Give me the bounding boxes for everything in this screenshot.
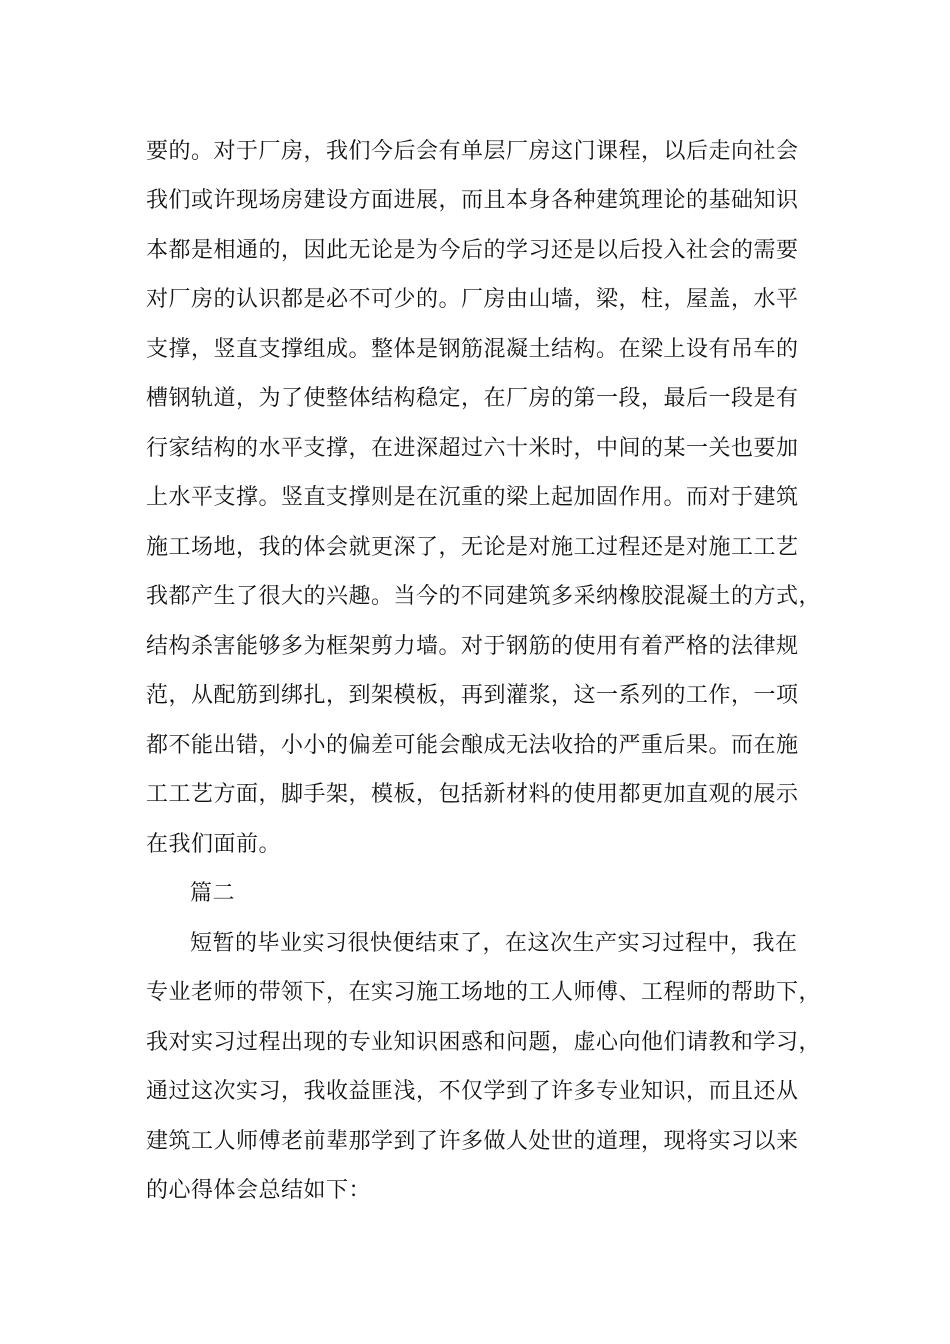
paragraph-line: 本都是相通的，因此无论是为今后的学习还是以后投入社会的需要 xyxy=(146,238,799,263)
paragraph-line: 结构杀害能够多为框架剪力墙。对于钢筋的使用有着严格的法律规 xyxy=(146,634,799,659)
paragraph-line: 在我们面前。 xyxy=(146,832,282,857)
paragraph-line: 短暂的毕业实习很快便结束了，在这次生产实习过程中，我在 xyxy=(190,931,798,956)
paragraph-line: 我对实习过程出现的专业知识困惑和问题，虚心向他们请教和学习， xyxy=(146,1030,822,1055)
paragraph-line: 行家结构的水平支撑，在进深超过六十米时，中间的某一关也要加 xyxy=(146,436,799,461)
paragraph-line: 对厂房的认识都是必不可少的。厂房由山墙，梁，柱，屋盖，水平 xyxy=(146,287,799,312)
paragraph-line: 我们或许现场房建设方面进展，而且本身各种建筑理论的基础知识 xyxy=(146,188,799,213)
paragraph-line: 范，从配筋到绑扎，到架模板，再到灌浆，这一系列的工作，一项 xyxy=(146,683,799,708)
paragraph-line: 槽钢轨道，为了使整体结构稳定，在厂房的第一段，最后一段是有 xyxy=(146,386,799,411)
paragraph-line: 通过这次实习，我收益匪浅，不仅学到了许多专业知识，而且还从 xyxy=(146,1079,799,1104)
paragraph-line: 我都产生了很大的兴趣。当今的不同建筑多采纳橡胶混凝土的方式， xyxy=(146,584,822,609)
paragraph-line: 的心得体会总结如下： xyxy=(146,1178,372,1203)
paragraph-line: 上水平支撑。竖直支撑则是在沉重的梁上起加固作用。而对于建筑 xyxy=(146,485,799,510)
paragraph-line: 要的。对于厂房，我们今后会有单层厂房这门课程，以后走向社会 xyxy=(146,139,799,164)
section-heading: 篇二 xyxy=(190,881,236,906)
paragraph-line: 工工艺方面，脚手架，模板，包括新材料的使用都更加直观的展示 xyxy=(146,782,799,807)
paragraph-line: 支撑，竖直支撑组成。整体是钢筋混凝土结构。在梁上设有吊车的 xyxy=(146,337,799,362)
paragraph-line: 都不能出错，小小的偏差可能会酿成无法收拾的严重后果。而在施 xyxy=(146,733,799,758)
paragraph-line: 建筑工人师傅老前辈那学到了许多做人处世的道理，现将实习以来 xyxy=(146,1129,799,1154)
paragraph-line: 施工场地，我的体会就更深了，无论是对施工过程还是对施工工艺 xyxy=(146,535,799,560)
paragraph-line: 专业老师的带领下，在实习施工场地的工人师傅、工程师的帮助下， xyxy=(146,980,822,1005)
